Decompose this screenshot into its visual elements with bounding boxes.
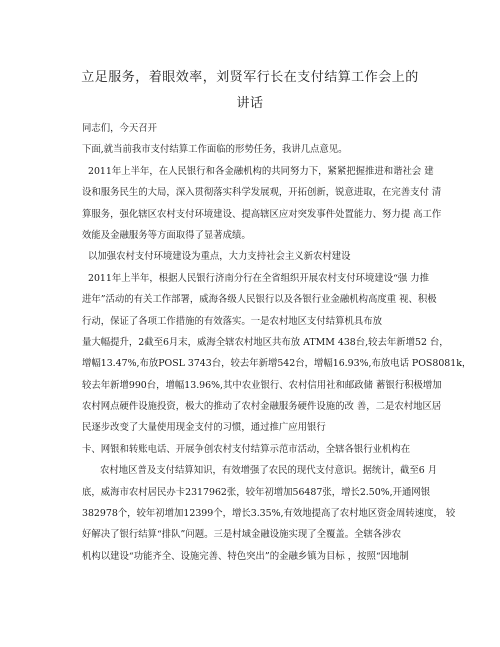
document-title-line-2: 讲话	[236, 96, 264, 111]
body-line: 下面,就当前我市支付结算工作面临的形势任务，我讲几点意见。	[82, 144, 348, 156]
body-line: 算服务，强化辖区农村支付环境建设、提高辖区应对突发事件处置能力、努力提 高工作	[82, 208, 442, 220]
body-line: 好解决了银行结算“排队”问题。三是村域金融设施实现了全覆盖。全辖各涉农	[82, 529, 401, 541]
body-line: 农村地区普及支付结算知识，有效增强了农民的现代支付意识。据统计，截至6 月	[100, 465, 438, 477]
body-line: 2011年上半年，在人民银行和各金融机构的共同努力下，紧紧把握推进和谐社会 建	[88, 165, 434, 177]
body-line: 底，威海市农村居民办卡2317962张，较年初增加56487张，增长2.50%,开通网银	[82, 486, 431, 498]
body-line: 2011年上半年，根据人民银行济南分行在全省组织开展农村支付环境建设“强 力推	[88, 272, 430, 284]
body-line: 较去年新增990台，增幅13.96%,其中农业银行、农村信用社和邮政储 蓄银行积极增加	[82, 379, 442, 391]
body-line: 卡、网银和转账电话、开展争创农村支付结算示范市活动，全辖各银行业机构在	[82, 443, 411, 455]
body-line: 设和服务民生的大局，深入贯彻落实科学发展观，开拓创新，锐意进取，在完善支付 清	[82, 187, 442, 199]
body-line: 民逐步改变了大量使用现金支付的习惯，通过推广应用银行	[82, 422, 326, 434]
body-line: 农村网点硬件设施投资，极大的推动了农村金融服务硬件设施的改 善，二是农村地区居	[82, 401, 442, 413]
body-line: 效能及金融服务等方面取得了显著成绩。	[82, 229, 251, 241]
body-line: 以加强农村支付环境建设为重点，大力支持社会主义新农村建设	[88, 251, 351, 263]
body-line: 量大幅提升，2截至6月末，威海全辖农村地区共布放 ATMM 438台,较去年新增52 台，	[82, 336, 449, 348]
body-line: 增幅13.47%,布放POSL 3743台，较去年新增542台，增幅16.93%,布放电话 POS8081k，	[82, 358, 472, 370]
body-line: 机构以建设“功能齐全、设施完善、特色突出”的金融乡镇为目标 ，按照“因地制	[82, 550, 409, 562]
body-line: 382978个，较年初增加12399个，增长3.35%,有效地提高了农村地区资金周转速度， 较	[82, 508, 456, 520]
body-line: 同志们，今天召开	[82, 123, 158, 134]
document-body	[82, 118, 472, 567]
document-title-line-1: 立足服务，着眼效率，刘贤军行长在支付结算工作会上的	[81, 70, 419, 85]
body-line: 行动，保证了各项工作措施的有效落实。一是农村地区支付结算机具布放	[82, 315, 383, 327]
body-line: 进年”活动的有关工作部署，威海各级人民银行以及各银行业金融机构高度重 视、积极	[82, 294, 437, 306]
